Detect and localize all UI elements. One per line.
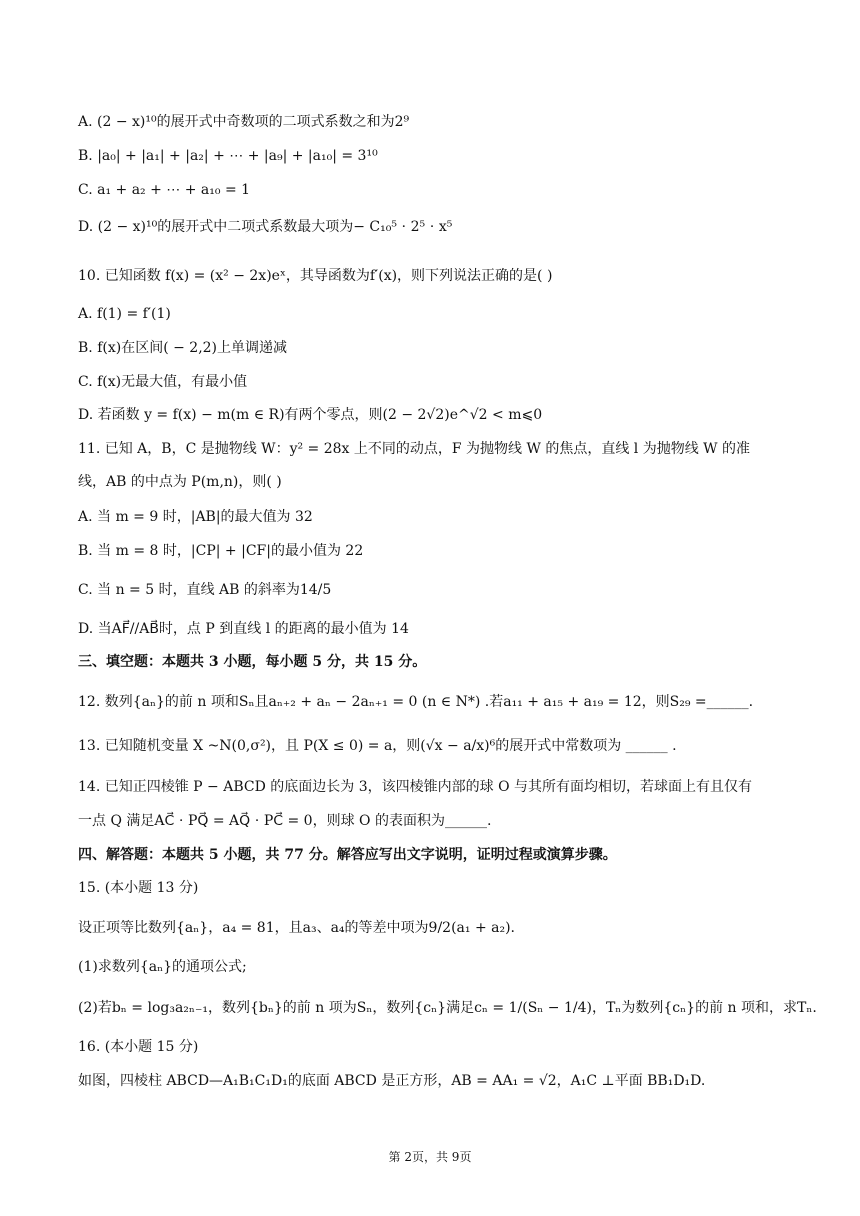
option-9d: D. (2 − x)¹⁰的展开式中二项式系数最大项为− C₁₀⁵ ⋅ 2⁵ ⋅ x⁵ [78,219,453,235]
question-16-stem: 如图，四棱柱 ABCD—A₁B₁C₁D₁的底面 ABCD 是正方形，AB = AA₁ = √2，A₁C ⊥平面 BB₁D₁D. [78,1073,706,1089]
option-9b: B. |a₀| + |a₁| + |a₂| + ⋯ + |a₉| + |a₁₀| = 3¹⁰ [78,148,378,164]
question-14-stem: 14. 已知正四棱锥 P − ABCD 的底面边长为 3，该四棱锥内部的球 O 与其所有面均相切，若球面上有且仅有 [78,779,752,795]
question-14-stem-cont: 一点 Q 满足AC⃗ ⋅ PQ⃗ = AQ⃗ ⋅ PC⃗ = 0，则球 O 的表面积为______. [78,813,492,829]
option-11b: B. 当 m = 8 时，|CP| + |CF|的最小值为 22 [78,543,364,559]
question-15-part-2: (2)若bₙ = log₃a₂ₙ₋₁，数列{bₙ}的前 n 项为Sₙ，数列{cₙ}满足cₙ = 1/(Sₙ − 1/4)，Tₙ为数列{cₙ}的前 n 项和，求Tₙ. [78,1000,817,1016]
question-12: 12. 数列{aₙ}的前 n 项和Sₙ且aₙ₊₂ + aₙ − 2aₙ₊₁ = 0 (n ∈ N*) .若a₁₁ + a₁₅ + a₁₉ = 12，则S₂₉ =______. [78,694,754,710]
question-15-part-1: (1)求数列{aₙ}的通项公式; [78,959,247,975]
section-4-heading: 四、解答题：本题共 5 小题，共 77 分。解答应写出文字说明，证明过程或演算步骤。 [78,847,617,863]
option-9a: A. (2 − x)¹⁰的展开式中奇数项的二项式系数之和为2⁹ [78,114,410,130]
question-13: 13. 已知随机变量 X ~N(0,σ²)，且 P(X ≤ 0) = a，则(√x − a/x)⁶的展开式中常数项为 ______ . [78,738,677,754]
option-10d: D. 若函数 y = f(x) − m(m ∈ R)有两个零点，则(2 − 2√2)e^√2 < m⩽0 [78,407,543,423]
option-10c: C. f(x)无最大值，有最小值 [78,374,248,390]
question-16-header: 16. (本小题 15 分) [78,1039,199,1055]
option-10a: A. f(1) = f′(1) [78,306,171,322]
option-10b: B. f(x)在区间( − 2,2)上单调递减 [78,340,288,356]
question-11-stem-cont: 线，AB 的中点为 P(m,n)，则( ) [78,474,282,490]
page-footer: 第 2页，共 9页 [388,1150,472,1164]
question-10-stem: 10. 已知函数 f(x) = (x² − 2x)eˣ，其导函数为f′(x)，则下列说法正确的是( ) [78,268,553,284]
option-11d: D. 当AF⃗//AB⃗时，点 P 到直线 l 的距离的最小值为 14 [78,621,409,637]
option-11c: C. 当 n = 5 时，直线 AB 的斜率为14/5 [78,582,332,598]
section-3-heading: 三、填空题：本题共 3 小题，每小题 5 分，共 15 分。 [78,654,427,670]
question-15-header: 15. (本小题 13 分) [78,880,199,896]
option-9c: C. a₁ + a₂ + ⋯ + a₁₀ = 1 [78,182,251,198]
question-11-stem: 11. 已知 A，B，C 是抛物线 W：y² = 28x 上不同的动点，F 为抛物线 W 的焦点，直线 l 为抛物线 W 的准 [78,441,750,457]
option-11a: A. 当 m = 9 时，|AB|的最大值为 32 [78,509,313,525]
question-15-stem: 设正项等比数列{aₙ}，a₄ = 81，且a₃、a₄的等差中项为9/2(a₁ + a₂). [78,920,515,936]
